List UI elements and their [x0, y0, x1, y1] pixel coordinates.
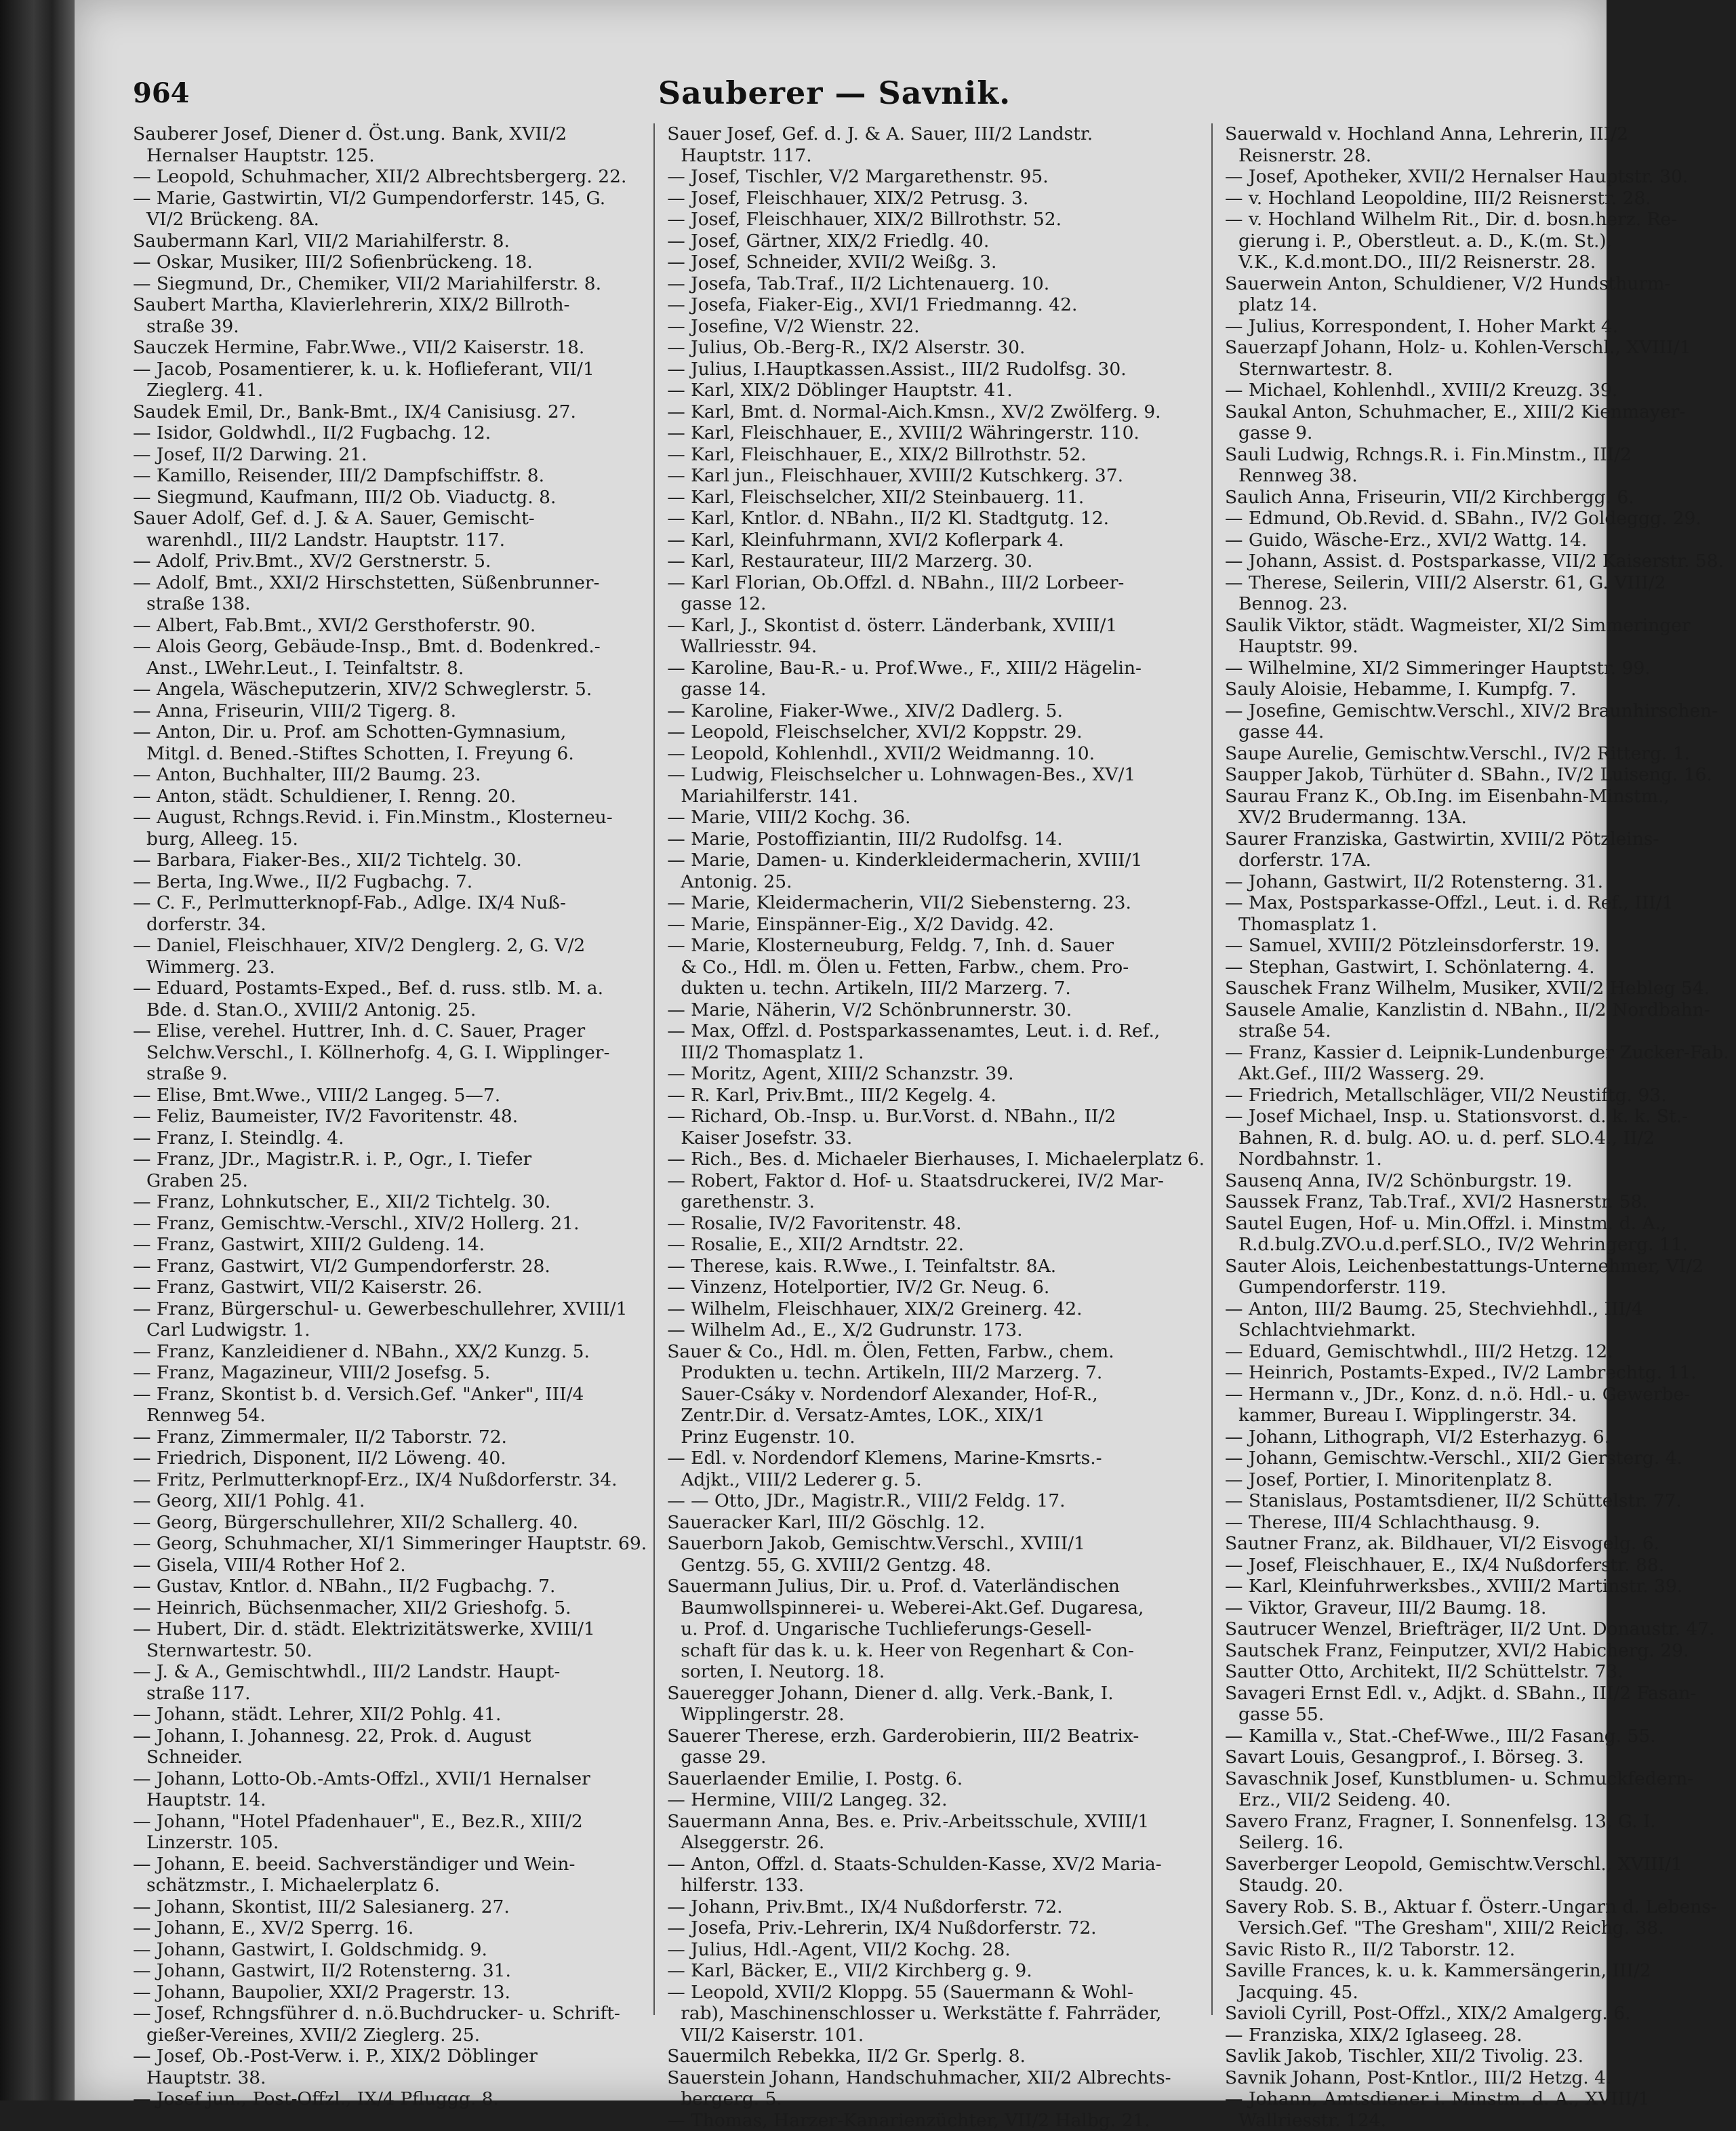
directory-entry: Sausenq Anna, IV/2 Schönburgstr. 19. [1225, 1170, 1729, 1192]
directory-entry: — Johann, E., XV/2 Sperrg. 16. [133, 1917, 647, 1939]
entry-continuation: Adjkt., VIII/2 Lederer g. 5. [667, 1469, 1205, 1491]
directory-entry: Sauer Adolf, Gef. d. J. & A. Sauer, Gemischt- [133, 508, 647, 530]
directory-entry: — Josef, Fleischhauer, XIX/2 Billrothstr. 52. [667, 209, 1205, 231]
directory-entry: — Josef, II/2 Darwing. 21. [133, 444, 647, 466]
entry-continuation: Bde. d. Stan.O., XVIII/2 Antonig. 25. [133, 999, 647, 1021]
directory-entry: — Adolf, Priv.Bmt., XV/2 Gerstnerstr. 5. [133, 551, 647, 572]
directory-entry: — R. Karl, Priv.Bmt., III/2 Kegelg. 4. [667, 1085, 1205, 1107]
directory-entry: Sauer & Co., Hdl. m. Ölen, Fetten, Farbw., chem. [667, 1341, 1205, 1363]
directory-entry: Savart Louis, Gesangprof., I. Börseg. 3. [1225, 1747, 1729, 1768]
entry-continuation: straße 54. [1225, 1020, 1729, 1042]
directory-entry: Sauerwein Anton, Schuldiener, V/2 Hundsthurm- [1225, 273, 1729, 295]
directory-entry: — Anton, Offzl. d. Staats-Schulden-Kasse, XV/2 Maria- [667, 1854, 1205, 1875]
directory-entry: — Edmund, Ob.Revid. d. SBahn., IV/2 Goldeggg. 29. [1225, 508, 1729, 530]
directory-entry: — Franz, I. Steindlg. 4. [133, 1128, 647, 1149]
directory-entry: — Johann, Gastwirt, II/2 Rotensterng. 31. [1225, 871, 1729, 893]
directory-entry: Savery Rob. S. B., Aktuar f. Österr.-Ungarn d. Lebens- [1225, 1896, 1729, 1918]
directory-entry: — Siegmund, Dr., Chemiker, VII/2 Mariahilferstr. 8. [133, 273, 647, 295]
directory-entry: Sauli Ludwig, Rchngs.R. i. Fin.Minstm., III/2 [1225, 444, 1729, 466]
entry-continuation: III/2 Thomasplatz 1. [667, 1042, 1205, 1064]
directory-entry: — Rich., Bes. d. Michaeler Bierhauses, I. Michaelerplatz 6. [667, 1149, 1205, 1170]
directory-entry: — Georg, Schuhmacher, XI/1 Simmeringer Hauptstr. 69. [133, 1533, 647, 1555]
directory-entry: — Josef Michael, Insp. u. Stationsvorst. d. k. k. St.- [1225, 1106, 1729, 1128]
directory-entry: — Julius, Korrespondent, I. Hoher Markt 4. [1225, 316, 1729, 338]
directory-entry: — Therese, kais. R.Wwe., I. Teinfaltstr. 8A. [667, 1256, 1205, 1277]
directory-entry: — Ludwig, Fleischselcher u. Lohnwagen-Bes., XV/1 [667, 764, 1205, 786]
entry-continuation: Gumpendorferstr. 119. [1225, 1277, 1729, 1298]
directory-entry: — Franz, Gemischtw.-Verschl., XIV/2 Hollerg. 21. [133, 1213, 647, 1235]
entry-continuation: dukten u. techn. Artikeln, III/2 Marzerg. 7. [667, 978, 1205, 999]
directory-entry: — Marie, VIII/2 Kochg. 36. [667, 807, 1205, 829]
directory-entry: — Julius, Ob.-Berg-R., IX/2 Alserstr. 30. [667, 337, 1205, 359]
entry-continuation: Wimmerg. 23. [133, 957, 647, 978]
entry-continuation: schaft für das k. u. k. Heer von Regenhart & Con- [667, 1640, 1205, 1662]
directory-entry: — Marie, Postoffiziantin, III/2 Rudolfsg. 14. [667, 829, 1205, 850]
directory-entry: — Johann, Gastwirt, II/2 Rotensterng. 31. [133, 1960, 647, 1982]
directory-entry: — Anton, III/2 Baumg. 25, Stechviehhdl., III/4 [1225, 1298, 1729, 1320]
directory-entry: — C. F., Perlmutterknopf-Fab., Adlge. IX/4 Nuß- [133, 892, 647, 914]
directory-entry: Saussek Franz, Tab.Traf., XVI/2 Hasnerstr. 58. [1225, 1191, 1729, 1213]
directory-entry: Sauly Aloisie, Hebamme, I. Kumpfg. 7. [1225, 679, 1729, 700]
directory-entry: — Franziska, XIX/2 Iglaseeg. 28. [1225, 2025, 1729, 2046]
directory-entry: — Johann, E. beeid. Sachverständiger und Wein- [133, 1854, 647, 1875]
directory-entry: Saubermann Karl, VII/2 Mariahilferstr. 8. [133, 231, 647, 252]
entry-continuation: Sauer-Csáky v. Nordendorf Alexander, Hof-R., [667, 1384, 1205, 1406]
entry-continuation: hilferstr. 133. [667, 1875, 1205, 1896]
directory-entry: — Karl, Fleischhauer, E., XIX/2 Billrothstr. 52. [667, 444, 1205, 466]
directory-entry: — Franz, Zimmermaler, II/2 Taborstr. 72. [133, 1427, 647, 1448]
directory-entry: Savioli Cyrill, Post-Offzl., XIX/2 Amalgerg. 6. [1225, 2003, 1729, 2025]
directory-entry: — Johann, Skontist, III/2 Salesianerg. 27. [133, 1896, 647, 1918]
directory-entry: — Friedrich, Disponent, II/2 Löweng. 40. [133, 1448, 647, 1469]
directory-entry: — Max, Postsparkasse-Offzl., Leut. i. d. Ref., III/1 [1225, 892, 1729, 914]
directory-entry: — Karl, Fleischselcher, XII/2 Steinbauerg. 11. [667, 487, 1205, 509]
directory-entry: — Franz, Gastwirt, VII/2 Kaiserstr. 26. [133, 1277, 647, 1298]
directory-entry: — Franz, Lohnkutscher, E., XII/2 Tichtelg. 30. [133, 1191, 647, 1213]
directory-column-3 [1225, 123, 1736, 2015]
entry-continuation: Kaiser Josefstr. 33. [667, 1128, 1205, 1149]
directory-entry: — Wilhelm, Fleischhauer, XIX/2 Greinerg. 42. [667, 1298, 1205, 1320]
book-spine [0, 0, 75, 2100]
directory-entry: — Elise, verehel. Huttrer, Inh. d. C. Sauer, Prager [133, 1020, 647, 1042]
directory-entry: Saurau Franz K., Ob.Ing. im Eisenbahn-Minstm., [1225, 786, 1729, 808]
entry-continuation: Selchw.Verschl., I. Köllnerhofg. 4, G. I. Wipplinger- [133, 1042, 647, 1064]
directory-entry: Sauerstein Johann, Handschuhmacher, XII/2 Albrechts- [667, 2067, 1205, 2089]
directory-entry: — Robert, Faktor d. Hof- u. Staatsdruckerei, IV/2 Mar- [667, 1170, 1205, 1192]
entry-continuation: Antonig. 25. [667, 871, 1205, 893]
directory-entry: — Karl, Kleinfuhrmann, XVI/2 Koflerpark 4. [667, 530, 1205, 551]
entry-continuation: Anst., LWehr.Leut., I. Teinfaltstr. 8. [133, 658, 647, 679]
entry-continuation: Rennweg 38. [1225, 465, 1729, 487]
directory-entry: — Oskar, Musiker, III/2 Sofienbrückeng. 18. [133, 252, 647, 273]
directory-entry: — v. Hochland Wilhelm Rit., Dir. d. bosn.herz. Re- [1225, 209, 1729, 231]
directory-entry: — Marie, Einspänner-Eig., X/2 Davidg. 42. [667, 914, 1205, 936]
entry-continuation: Baumwollspinnerei- u. Weberei-Akt.Gef. Dugaresa, [667, 1597, 1205, 1619]
entry-continuation: V.K., K.d.mont.DO., III/2 Reisnerstr. 28. [1225, 252, 1729, 273]
directory-entry: — Josef, Schneider, XVII/2 Weißg. 3. [667, 252, 1205, 273]
entry-continuation: XV/2 Brudermanng. 13A. [1225, 807, 1729, 829]
directory-column-1 [133, 123, 655, 2015]
entry-continuation: Hauptstr. 38. [133, 2067, 647, 2089]
directory-entry: — Stephan, Gastwirt, I. Schönlaterng. 4. [1225, 957, 1729, 978]
entry-continuation: Sternwartestr. 50. [133, 1640, 647, 1662]
directory-entry: — Karoline, Bau-R.- u. Prof.Wwe., F., XIII/2 Hägelin- [667, 658, 1205, 679]
directory-entry: — Marie, Kleidermacherin, VII/2 Siebensterng. 23. [667, 892, 1205, 914]
directory-entry: — Johann, Gemischtw.-Verschl., XII/2 Giersterg. 4. [1225, 1448, 1729, 1469]
entry-continuation: gasse 44. [1225, 721, 1729, 743]
directory-entry: — v. Hochland Leopoldine, III/2 Reisnerstr. 28. [1225, 188, 1729, 210]
directory-entry: — Karl, Restaurateur, III/2 Marzerg. 30. [667, 551, 1205, 572]
entry-continuation: Hauptstr. 99. [1225, 636, 1729, 658]
directory-entry: — Wilhelm Ad., E., X/2 Gudrunstr. 173. [667, 1319, 1205, 1341]
entry-continuation: garethenstr. 3. [667, 1191, 1205, 1213]
directory-entry: — Heinrich, Büchsenmacher, XII/2 Grieshofg. 5. [133, 1597, 647, 1619]
entry-continuation: Mitgl. d. Bened.-Stiftes Schotten, I. Freyung 6. [133, 743, 647, 765]
directory-entry: — Hubert, Dir. d. städt. Elektrizitätswerke, XVIII/1 [133, 1618, 647, 1640]
entry-continuation: VI/2 Brückeng. 8A. [133, 209, 647, 231]
entry-continuation: Mariahilferstr. 141. [667, 786, 1205, 808]
directory-entry: — Franz, Magazineur, VIII/2 Josefsg. 5. [133, 1362, 647, 1384]
directory-entry: — Marie, Gastwirtin, VI/2 Gumpendorferstr. 145, G. [133, 188, 647, 210]
page-number: 964 [133, 77, 190, 109]
directory-entry: — Fritz, Perlmutterknopf-Erz., IX/4 Nußdorferstr. 34. [133, 1469, 647, 1491]
directory-entry: — Gustav, Kntlor. d. NBahn., II/2 Fugbachg. 7. [133, 1576, 647, 1597]
directory-entry: — Angela, Wäscheputzerin, XIV/2 Schweglerstr. 5. [133, 679, 647, 700]
entry-continuation: Versich.Gef. "The Gresham", XIII/2 Reichg. 38. [1225, 1917, 1729, 1939]
directory-entry: — Isidor, Goldwhdl., II/2 Fugbachg. 12. [133, 422, 647, 444]
directory-entry: Saueregger Johann, Diener d. allg. Verk.-Bank, I. [667, 1683, 1205, 1705]
entry-continuation: Staudg. 20. [1225, 1875, 1729, 1896]
directory-entry: Sautel Eugen, Hof- u. Min.Offzl. i. Minstm. d. A., [1225, 1213, 1729, 1235]
directory-entry: — Johann, "Hotel Pfadenhauer", E., Bez.R., XIII/2 [133, 1811, 647, 1833]
directory-entry: — Josefine, Gemischtw.Verschl., XIV/2 Braunhirschen- [1225, 700, 1729, 722]
entry-continuation: u. Prof. d. Ungarische Tuchlieferungs-Gesell- [667, 1618, 1205, 1640]
directory-entry: Sauberer Josef, Diener d. Öst.ung. Bank, XVII/2 [133, 123, 647, 145]
directory-entry: — Karl, Bmt. d. Normal-Aich.Kmsn., XV/2 Zwölferg. 9. [667, 401, 1205, 423]
directory-entry: Saulich Anna, Friseurin, VII/2 Kirchbergg. 6. [1225, 487, 1729, 509]
directory-entry: — Elise, Bmt.Wwe., VIII/2 Langeg. 5—7. [133, 1085, 647, 1107]
directory-entry: — Franz, JDr., Magistr.R. i. P., Ogr., I. Tiefer [133, 1149, 647, 1170]
directory-entry: Sauerwald v. Hochland Anna, Lehrerin, III/2 [1225, 123, 1729, 145]
directory-entry: — Johann, Amtsdiener i. Minstm. d. A., XVIII/1 [1225, 2088, 1729, 2110]
directory-entry: — Leopold, Kohlenhdl., XVII/2 Weidmanng. 10. [667, 743, 1205, 765]
directory-entry: — Gisela, VIII/4 Rother Hof 2. [133, 1555, 647, 1576]
directory-entry: Sautter Otto, Architekt, II/2 Schüttelstr. 73. [1225, 1661, 1729, 1683]
directory-entry: Sauerlaender Emilie, I. Postg. 6. [667, 1768, 1205, 1790]
directory-entry: Sauermann Anna, Bes. e. Priv.-Arbeitsschule, XVIII/1 [667, 1811, 1205, 1833]
directory-entry: Sauschek Franz Wilhelm, Musiker, XVII/2 Hebleg 54. [1225, 978, 1729, 999]
entry-continuation: straße 9. [133, 1063, 647, 1085]
directory-page [75, 0, 1607, 2100]
directory-entry: — Albert, Fab.Bmt., XVI/2 Gersthoferstr. 90. [133, 615, 647, 637]
directory-entry: — Leopold, Fleischselcher, XVI/2 Koppstr. 29. [667, 721, 1205, 743]
directory-entry: — Anton, städt. Schuldiener, I. Renng. 20. [133, 786, 647, 808]
directory-entry: — Stanislaus, Postamtsdiener, II/2 Schüttelstr. 77. [1225, 1490, 1729, 1512]
directory-entry: — Daniel, Fleischhauer, XIV/2 Denglerg. 2, G. V/2 [133, 935, 647, 957]
entry-continuation: warenhdl., III/2 Landstr. Hauptstr. 117. [133, 530, 647, 551]
directory-entry: — Josefa, Tab.Traf., II/2 Lichtenauerg. 10. [667, 273, 1205, 295]
entry-continuation: gasse 12. [667, 593, 1205, 615]
directory-entry: — Josefa, Fiaker-Eig., XVI/1 Friedmanng. 42. [667, 294, 1205, 316]
directory-entry: — Thomas, Harzer-Kanarienzüchter, VII/2 Halbg. 21. [667, 2110, 1205, 2131]
directory-entry: — Josef, Fleischhauer, E., IX/4 Nußdorferstr. 88. [1225, 1555, 1729, 1576]
directory-entry: — Johann, Gastwirt, I. Goldschmidg. 9. [133, 1939, 647, 1961]
directory-entry: — Johann, Baupolier, XXI/2 Pragerstr. 13. [133, 1982, 647, 2004]
directory-entry: Saulik Viktor, städt. Wagmeister, XI/2 Simmeringer [1225, 615, 1729, 637]
directory-entry: Sauermann Julius, Dir. u. Prof. d. Vaterländischen [667, 1576, 1205, 1597]
directory-entry: — Franz, Skontist b. d. Versich.Gef. "Anker", III/4 [133, 1384, 647, 1406]
directory-entry: — J. & A., Gemischtwhdl., III/2 Landstr. Haupt- [133, 1661, 647, 1683]
entry-continuation: bergerg. 5. [667, 2088, 1205, 2110]
directory-entry: — Georg, XII/1 Pohlg. 41. [133, 1490, 647, 1512]
directory-entry: Savic Risto R., II/2 Taborstr. 12. [1225, 1939, 1729, 1961]
entry-continuation: Sternwartestr. 8. [1225, 359, 1729, 380]
entry-continuation: straße 117. [133, 1683, 647, 1705]
entry-continuation: gierung i. P., Oberstleut. a. D., K.(m. St.), [1225, 231, 1729, 252]
entry-continuation: gasse 9. [1225, 422, 1729, 444]
directory-entry: — Karl Florian, Ob.Offzl. d. NBahn., III/2 Lorbeer- [667, 572, 1205, 594]
entry-continuation: & Co., Hdl. m. Ölen u. Fetten, Farbw., chem. Pro- [667, 957, 1205, 978]
entry-continuation: Linzerstr. 105. [133, 1832, 647, 1854]
entry-continuation: Thomasplatz 1. [1225, 914, 1729, 936]
directory-entry: Sautrucer Wenzel, Briefträger, II/2 Unt. Donaustr. 47. [1225, 1618, 1729, 1640]
directory-entry: — Franz, Gastwirt, XIII/2 Guldeng. 14. [133, 1234, 647, 1256]
directory-entry: — Siegmund, Kaufmann, III/2 Ob. Viaductg. 8. [133, 487, 647, 509]
directory-entry: — Karl, Kleinfuhrwerksbes., XVIII/2 Martinstr. 39. [1225, 1576, 1729, 1597]
directory-entry: — Hermann v., JDr., Konz. d. n.ö. Hdl.- u. Gewerbe- [1225, 1384, 1729, 1406]
directory-entry: — Anton, Buchhalter, III/2 Baumg. 23. [133, 764, 647, 786]
page-header [133, 75, 1536, 122]
directory-entry: — Johann, Priv.Bmt., IX/4 Nußdorferstr. 72. [667, 1896, 1205, 1918]
entry-continuation: gasse 29. [667, 1747, 1205, 1768]
directory-entry: — Karl, J., Skontist d. österr. Länderbank, XVIII/1 [667, 615, 1205, 637]
entry-continuation: Schlachtviehmarkt. [1225, 1319, 1729, 1341]
directory-entry: — Jacob, Posamentierer, k. u. k. Hoflieferant, VII/1 [133, 359, 647, 380]
directory-entry: — Josef, Rchngsführer d. n.ö.Buchdrucker- u. Schrift- [133, 2003, 647, 2025]
directory-entry: Sauerer Therese, erzh. Garderobierin, III/2 Beatrix- [667, 1726, 1205, 1747]
entry-continuation: Bahnen, R. d. bulg. AO. u. d. perf. SLO.4., II/2 [1225, 1128, 1729, 1149]
entry-continuation: straße 39. [133, 316, 647, 338]
entry-continuation: Hauptstr. 14. [133, 1789, 647, 1811]
directory-entry: — Leopold, Schuhmacher, XII/2 Albrechtsbergerg. 22. [133, 166, 647, 188]
entry-continuation: Gentzg. 55, G. XVIII/2 Gentzg. 48. [667, 1555, 1205, 1576]
directory-entry: — Samuel, XVIII/2 Pötzleinsdorferstr. 19. [1225, 935, 1729, 957]
directory-entry: — Josefa, Priv.-Lehrerin, IX/4 Nußdorferstr. 72. [667, 1917, 1205, 1939]
entry-continuation: dorferstr. 34. [133, 914, 647, 936]
directory-columns [133, 123, 1543, 2015]
directory-entry: — Heinrich, Postamts-Exped., IV/2 Lambrechtg. 11. [1225, 1362, 1729, 1384]
entry-continuation: Zentr.Dir. d. Versatz-Amtes, LOK., XIX/1 [667, 1405, 1205, 1427]
directory-entry: Savageri Ernst Edl. v., Adjkt. d. SBahn., III/2 Fasan- [1225, 1683, 1729, 1705]
directory-entry: Saverberger Leopold, Gemischtw.Verschl., XVIII/1 [1225, 1854, 1729, 1875]
directory-entry: — Johann, Lotto-Ob.-Amts-Offzl., XVII/1 Hernalser [133, 1768, 647, 1790]
directory-entry: Saville Frances, k. u. k. Kammersängerin, III/2 [1225, 1960, 1729, 1982]
directory-entry: Sautschek Franz, Feinputzer, XVI/2 Habicherg. 29. [1225, 1640, 1729, 1662]
entry-continuation: sorten, I. Neutorg. 18. [667, 1661, 1205, 1683]
directory-entry: Sauerborn Jakob, Gemischtw.Verschl., XVIII/1 [667, 1533, 1205, 1555]
directory-entry: — Alois Georg, Gebäude-Insp., Bmt. d. Bodenkred.- [133, 636, 647, 658]
directory-entry: — Josef, Gärtner, XIX/2 Friedlg. 40. [667, 231, 1205, 252]
directory-entry: — Friedrich, Metallschläger, VII/2 Neustiftg. 93. [1225, 1085, 1729, 1107]
directory-entry: — Marie, Damen- u. Kinderkleidermacherin, XVIII/1 [667, 850, 1205, 871]
directory-entry: — Franz, Kanzleidiener d. NBahn., XX/2 Kunzg. 5. [133, 1341, 647, 1363]
entry-continuation: Bennog. 23. [1225, 593, 1729, 615]
entry-continuation: platz 14. [1225, 294, 1729, 316]
directory-entry: — Johann, I. Johannesg. 22, Prok. d. August [133, 1726, 647, 1747]
directory-entry: — Moritz, Agent, XIII/2 Schanzstr. 39. [667, 1063, 1205, 1085]
directory-entry: — Kamillo, Reisender, III/2 Dampfschiffstr. 8. [133, 465, 647, 487]
entry-continuation: gasse 14. [667, 679, 1205, 700]
directory-entry: — Franz, Gastwirt, VI/2 Gumpendorferstr. 28. [133, 1256, 647, 1277]
entry-continuation: Nordbahnstr. 1. [1225, 1149, 1729, 1170]
directory-entry: Sausele Amalie, Kanzlistin d. NBahn., II/2 Nordbahn- [1225, 999, 1729, 1021]
directory-entry: — Julius, I.Hauptkassen.Assist., III/2 Rudolfsg. 30. [667, 359, 1205, 380]
directory-entry: — — Otto, JDr., Magistr.R., VIII/2 Feldg. 17. [667, 1490, 1205, 1512]
directory-entry: — Karoline, Fiaker-Wwe., XIV/2 Dadlerg. 5. [667, 700, 1205, 722]
entry-continuation: VII/2 Kaiserstr. 101. [667, 2025, 1205, 2046]
directory-entry: — August, Rchngs.Revid. i. Fin.Minstm., Klosterneu- [133, 807, 647, 829]
directory-entry: — Michael, Kohlenhdl., XVIII/2 Kreuzg. 39. [1225, 380, 1729, 401]
entry-continuation: Hernalser Hauptstr. 125. [133, 145, 647, 167]
directory-entry: Saueracker Karl, III/2 Göschlg. 12. [667, 1512, 1205, 1534]
entry-continuation: Produkten u. techn. Artikeln, III/2 Marzerg. 7. [667, 1362, 1205, 1384]
entry-continuation: Reisnerstr. 28. [1225, 145, 1729, 167]
directory-entry: Saupe Aurelie, Gemischtw.Verschl., IV/2 Ritterg. 1. [1225, 743, 1729, 765]
directory-entry: — Kamilla v., Stat.-Chef-Wwe., III/2 Fasang. 55. [1225, 1726, 1729, 1747]
directory-entry: — Johann, städt. Lehrer, XII/2 Pohlg. 41. [133, 1704, 647, 1726]
directory-entry: — Marie, Näherin, V/2 Schönbrunnerstr. 30. [667, 999, 1205, 1021]
entry-continuation: rab), Maschinenschlosser u. Werkstätte f. Fahrräder, [667, 2003, 1205, 2025]
directory-entry: — Josef, Portier, I. Minoritenplatz 8. [1225, 1469, 1729, 1491]
entry-continuation: Wallriesstr. 94. [667, 636, 1205, 658]
directory-entry: Saudek Emil, Dr., Bank-Bmt., IX/4 Canisiusg. 27. [133, 401, 647, 423]
directory-entry: — Therese, III/4 Schlachthausg. 9. [1225, 1512, 1729, 1534]
entry-continuation: dorferstr. 17A. [1225, 850, 1729, 871]
directory-entry: — Therese, Seilerin, VIII/2 Alserstr. 61, G. VIII/2 [1225, 572, 1729, 594]
directory-entry: — Richard, Ob.-Insp. u. Bur.Vorst. d. NBahn., II/2 [667, 1106, 1205, 1128]
entry-continuation: Graben 25. [133, 1170, 647, 1192]
entry-continuation: gasse 55. [1225, 1704, 1729, 1726]
directory-entry: — Karl, Fleischhauer, E., XVIII/2 Währingerstr. 110. [667, 422, 1205, 444]
directory-entry: — Berta, Ing.Wwe., II/2 Fugbachg. 7. [133, 871, 647, 893]
directory-entry: — Eduard, Postamts-Exped., Bef. d. russ. stlb. M. a. [133, 978, 647, 999]
entry-continuation: Akt.Gef., III/2 Wasserg. 29. [1225, 1063, 1729, 1085]
directory-entry: Savaschnik Josef, Kunstblumen- u. Schmuckfedern- [1225, 1768, 1729, 1790]
directory-entry: — Karl, XIX/2 Döblinger Hauptstr. 41. [667, 380, 1205, 401]
directory-entry: — Guido, Wäsche-Erz., XVI/2 Wattg. 14. [1225, 530, 1729, 551]
directory-entry: — Leopold, XVII/2 Kloppg. 55 (Sauermann & Wohl- [667, 1982, 1205, 2004]
directory-entry: — Julius, Hdl.-Agent, VII/2 Kochg. 28. [667, 1939, 1205, 1961]
directory-entry: — Rosalie, IV/2 Favoritenstr. 48. [667, 1213, 1205, 1235]
directory-entry: — Josef, Tischler, V/2 Margarethenstr. 95. [667, 166, 1205, 188]
directory-entry: — Wilhelmine, XI/2 Simmeringer Hauptstr. 99. [1225, 658, 1729, 679]
entry-continuation: Schneider. [133, 1747, 647, 1768]
directory-entry: — Vinzenz, Hotelportier, IV/2 Gr. Neug. 6. [667, 1277, 1205, 1298]
directory-entry: — Karl, Bäcker, E., VII/2 Kirchberg g. 9. [667, 1960, 1205, 1982]
directory-entry: — Franz, Kassier d. Leipnik-Lundenburger Zucker-Fab. [1225, 1042, 1729, 1064]
directory-entry: Sauter Alois, Leichenbestattungs-Unternehmer, VI/2 [1225, 1256, 1729, 1277]
directory-entry: — Marie, Klosterneuburg, Feldg. 7, Inh. d. Sauer [667, 935, 1205, 957]
entry-continuation: Erz., VII/2 Seideng. 40. [1225, 1789, 1729, 1811]
directory-entry: — Anna, Friseurin, VIII/2 Tigerg. 8. [133, 700, 647, 722]
entry-continuation: Hauptstr. 117. [667, 145, 1205, 167]
entry-continuation: Zieglerg. 41. [133, 380, 647, 401]
entry-continuation: Rennweg 54. [133, 1405, 647, 1427]
directory-entry: Saupper Jakob, Türhüter d. SBahn., IV/2 Luiseng. 16. [1225, 764, 1729, 786]
directory-entry: — Karl, Kntlor. d. NBahn., II/2 Kl. Stadtgutg. 12. [667, 508, 1205, 530]
entry-continuation: Jacquing. 45. [1225, 1982, 1729, 2004]
entry-continuation: straße 138. [133, 593, 647, 615]
entry-continuation: kammer, Bureau I. Wipplingerstr. 34. [1225, 1405, 1729, 1427]
directory-entry: — Johann, Lithograph, VI/2 Esterhazyg. 6. [1225, 1427, 1729, 1448]
directory-entry: Saubert Martha, Klavierlehrerin, XIX/2 Billroth- [133, 294, 647, 316]
directory-entry: — Josef, Ob.-Post-Verw. i. P., XIX/2 Döblinger [133, 2046, 647, 2067]
entry-continuation: Alseggerstr. 26. [667, 1832, 1205, 1854]
directory-entry: — Josef jun., Post-Offzl., IX/4 Pfluggg. 8. [133, 2088, 647, 2110]
directory-entry: — Rosalie, E., XII/2 Arndtstr. 22. [667, 1234, 1205, 1256]
directory-entry: — Karl jun., Fleischhauer, XVIII/2 Kutschkerg. 37. [667, 465, 1205, 487]
entry-continuation: R.d.bulg.ZVO.u.d.perf.SLO., IV/2 Wehringerg. 11. [1225, 1234, 1729, 1256]
directory-entry: Sauczek Hermine, Fabr.Wwe., VII/2 Kaiserstr. 18. [133, 337, 647, 359]
directory-entry: Sauer Josef, Gef. d. J. & A. Sauer, III/2 Landstr. [667, 123, 1205, 145]
directory-entry: — Anton, Dir. u. Prof. am Schotten-Gymnasium, [133, 721, 647, 743]
directory-entry: — Georg, Bürgerschullehrer, XII/2 Schallerg. 40. [133, 1512, 647, 1534]
running-title: Sauberer — Savnik. [133, 75, 1536, 111]
directory-entry: — Johann, Assist. d. Postsparkasse, VII/2 Kaiserstr. 58. [1225, 551, 1729, 572]
entry-continuation: Seilerg. 16. [1225, 1832, 1729, 1854]
directory-entry: — Edl. v. Nordendorf Klemens, Marine-Kmsrts.- [667, 1448, 1205, 1469]
directory-entry: — Eduard, Gemischtwhdl., III/2 Hetzg. 12. [1225, 1341, 1729, 1363]
directory-entry: Sauerzapf Johann, Holz- u. Kohlen-Verschl., XVIII/1 [1225, 337, 1729, 359]
entry-continuation: Prinz Eugenstr. 10. [667, 1427, 1205, 1448]
entry-continuation: Wallriesstr. 124. [1225, 2110, 1729, 2131]
directory-entry: — Feliz, Baumeister, IV/2 Favoritenstr. 48. [133, 1106, 647, 1128]
entry-continuation: gießer-Vereines, XVII/2 Zieglerg. 25. [133, 2025, 647, 2046]
directory-entry: Savero Franz, Fragner, I. Sonnenfelsg. 13, G. I. [1225, 1811, 1729, 1833]
directory-entry: — Josefine, V/2 Wienstr. 22. [667, 316, 1205, 338]
directory-entry: Saukal Anton, Schuhmacher, E., XIII/2 Kienmayer- [1225, 401, 1729, 423]
directory-entry: — Adolf, Bmt., XXI/2 Hirschstetten, Süßenbrunner- [133, 572, 647, 594]
entry-continuation: Carl Ludwigstr. 1. [133, 1319, 647, 1341]
directory-entry: — Josef, Apotheker, XVII/2 Hernalser Hauptstr. 30. [1225, 166, 1729, 188]
directory-entry: — Hermine, VIII/2 Langeg. 32. [667, 1789, 1205, 1811]
directory-entry: — Franz, Bürgerschul- u. Gewerbeschullehrer, XVIII/1 [133, 1298, 647, 1320]
directory-entry: Savlik Jakob, Tischler, XII/2 Tivolig. 23. [1225, 2046, 1729, 2067]
entry-continuation: Wipplingerstr. 28. [667, 1704, 1205, 1726]
directory-entry: Sauermilch Rebekka, II/2 Gr. Sperlg. 8. [667, 2046, 1205, 2067]
entry-continuation: burg, Alleeg. 15. [133, 829, 647, 850]
directory-entry: — Viktor, Graveur, III/2 Baumg. 18. [1225, 1597, 1729, 1619]
directory-entry: — Barbara, Fiaker-Bes., XII/2 Tichtelg. 30. [133, 850, 647, 871]
directory-entry: Saurer Franziska, Gastwirtin, XVIII/2 Pötzleins- [1225, 829, 1729, 850]
directory-entry: — Max, Offzl. d. Postsparkassenamtes, Leut. i. d. Ref., [667, 1020, 1205, 1042]
directory-column-2 [667, 123, 1213, 2015]
directory-entry: Savnik Johann, Post-Kntlor., III/2 Hetzg. 4. [1225, 2067, 1729, 2089]
directory-entry: — Josef, Fleischhauer, XIX/2 Petrusg. 3. [667, 188, 1205, 210]
directory-entry: Sautner Franz, ak. Bildhauer, VI/2 Eisvogelg. 6. [1225, 1533, 1729, 1555]
entry-continuation: schätzmstr., I. Michaelerplatz 6. [133, 1875, 647, 1896]
